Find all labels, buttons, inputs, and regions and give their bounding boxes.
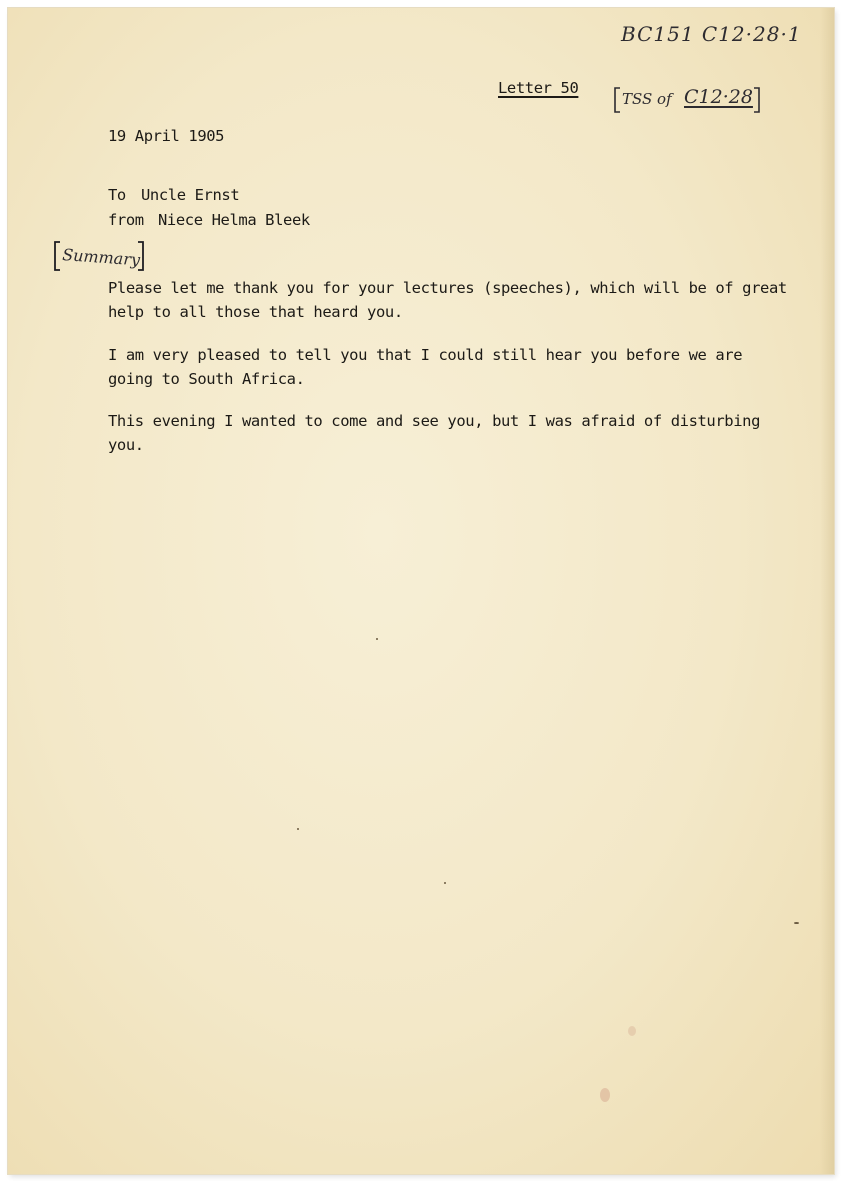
paragraph-1-line-1: Please let me thank you for your lectures (speeches), which will be of great — [108, 279, 787, 297]
tss-bracket-right — [752, 86, 762, 114]
summary-marker — [52, 240, 148, 274]
from-label: from — [108, 211, 144, 229]
paragraph-3-line-1: This evening I wanted to come and see you, but I was afraid of disturbing — [108, 412, 761, 430]
to-label: To — [108, 186, 126, 204]
paragraph-2-line-2: going to South Africa. — [108, 370, 305, 388]
paper-stain — [600, 1088, 610, 1102]
paper-speck — [794, 922, 799, 924]
document-page — [8, 8, 834, 1174]
paragraph-3-line-2: you. — [108, 436, 144, 454]
letter-heading: Letter 50 — [498, 79, 579, 97]
tss-bracket-left — [612, 86, 622, 114]
to-name: Uncle Ernst — [141, 186, 240, 204]
paragraph-2-line-1: I am very pleased to tell you that I could still hear you before we are — [108, 346, 743, 364]
paper-speck — [297, 828, 299, 830]
paragraph-1-line-2: help to all those that heard you. — [108, 303, 403, 321]
paper-speck — [376, 638, 378, 640]
from-name: Niece Helma Bleek — [158, 211, 310, 229]
tss-note-ref: C12·28 — [684, 86, 753, 108]
letter-date: 19 April 1905 — [108, 127, 225, 145]
paper-stain — [628, 1026, 636, 1036]
summary-label: Summary — [61, 245, 141, 270]
tss-note — [612, 86, 762, 114]
archive-reference: BC151 C12·28·1 — [621, 22, 802, 46]
tss-note-prefix: TSS of — [622, 90, 672, 108]
paper-speck — [444, 882, 446, 884]
summary-bracket-right — [136, 240, 146, 272]
summary-bracket-left — [52, 240, 62, 272]
